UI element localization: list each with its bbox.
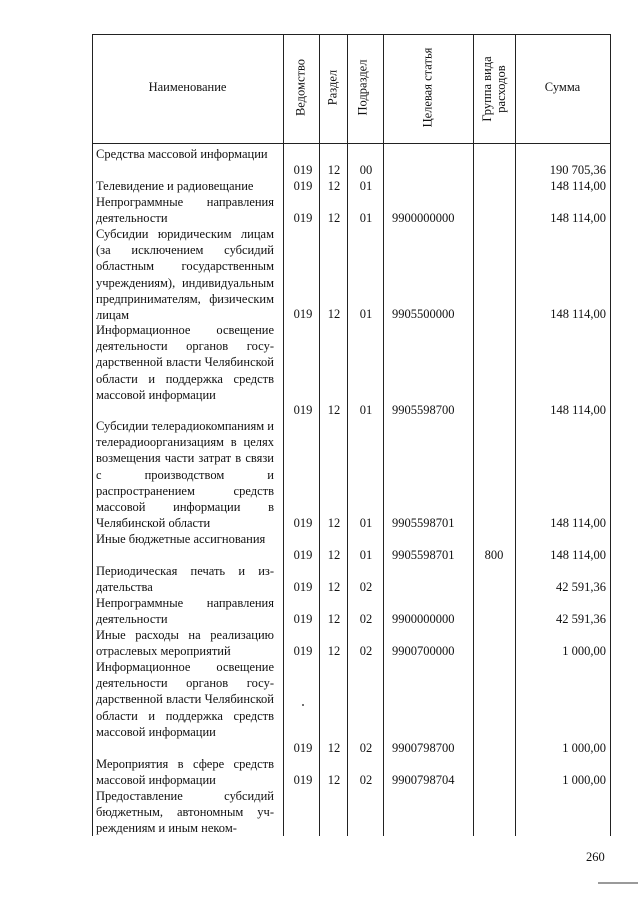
row-section: 12 [327, 773, 341, 787]
row-name: Непрограммные направления деятельности [96, 195, 274, 226]
row-name: Информационное освещение деятельности органов государственной власти Челябинской области и поддержка средств массовой информации [96, 323, 274, 402]
row-section: 12 [327, 741, 341, 755]
row-department: 019 [293, 403, 313, 417]
header-amount: Сумма [544, 80, 581, 94]
row-name: Непрограммные направления деятельности [96, 596, 274, 627]
row-target-article: 9900000000 [392, 211, 455, 225]
row-subsection: 01 [359, 516, 373, 530]
header-target-article: Целевая статья [420, 47, 435, 128]
col-divider-section [319, 34, 320, 836]
row-section: 12 [327, 307, 341, 321]
row-department: 019 [293, 163, 313, 177]
page-number: 260 [586, 850, 605, 864]
row-target-article: 9900798700 [392, 741, 455, 755]
row-section: 12 [327, 163, 341, 177]
row-section: 12 [327, 612, 341, 626]
header-expense-group-line2: расходов [494, 65, 508, 113]
row-name: Иные бюджетные ассигнования [96, 532, 266, 546]
row-name: Субсидии телерадиокомпаниям и телерадиоорганизациям в целях возмещения части затрат в связи с производством и распространением средств массовой информации в Челябинской области [96, 419, 274, 531]
table-right-border [610, 34, 611, 836]
table-top-border [92, 34, 611, 35]
row-subsection: 01 [359, 179, 373, 193]
row-name: Телевидение и радиовещание [96, 179, 254, 193]
row-subsection: 01 [359, 211, 373, 225]
row-target-article: 9905598701 [392, 548, 455, 562]
row-department: 019 [293, 741, 313, 755]
row-amount: 148 114,00 [550, 211, 606, 225]
row-target-article: 9905598700 [392, 403, 455, 417]
row-department: 019 [293, 516, 313, 530]
row-expense-group: 800 [484, 548, 504, 562]
row-amount: 1 000,00 [562, 773, 606, 787]
row-subsection: 02 [359, 612, 373, 626]
header-department: Ведомство [293, 58, 308, 117]
col-divider-target [383, 34, 384, 836]
header-section: Раздел [325, 69, 340, 106]
row-section: 12 [327, 580, 341, 594]
row-department: 019 [293, 307, 313, 321]
row-target-article: 9905598701 [392, 516, 455, 530]
row-amount: 1 000,00 [562, 741, 606, 755]
row-subsection: 00 [359, 163, 373, 177]
header-expense-group [480, 39, 508, 139]
row-subsection: 02 [359, 741, 373, 755]
row-section: 12 [327, 548, 341, 562]
row-subsection: 02 [359, 644, 373, 658]
row-amount: 190 705,36 [549, 163, 606, 177]
row-name: Предоставление субсидий бюджетным, автономным учреждениям и иным неком- [96, 789, 274, 836]
col-divider-group [473, 34, 474, 836]
row-section: 12 [327, 211, 341, 225]
row-name: Мероприятия в сфере средств массовой информации [96, 757, 274, 788]
row-name: Информационное освещение деятельности органов государственной власти Челябинской области и поддержка средств массовой информации [96, 660, 274, 739]
row-section: 12 [327, 644, 341, 658]
row-subsection: 01 [359, 307, 373, 321]
row-amount: 148 114,00 [550, 516, 606, 530]
row-name: Субсидии юридическим лицам (за исключением субсидий областным государственным учреждениям), индивидуальным предпринимателям, физическим лицам [96, 227, 274, 323]
row-amount: 42 591,36 [556, 612, 606, 626]
col-divider-department [283, 34, 284, 836]
row-department: 019 [293, 773, 313, 787]
header-subsection: Подраздел [355, 59, 370, 116]
table-left-border [92, 34, 93, 836]
row-amount: 148 114,00 [550, 548, 606, 562]
row-department: 019 [293, 580, 313, 594]
row-department: 019 [293, 211, 313, 225]
row-department: 019 [293, 179, 313, 193]
header-bottom-border [92, 143, 611, 144]
header-expense-group-line1: Группа вида [480, 56, 494, 122]
row-department: 019 [293, 612, 313, 626]
header-name: Наименование [148, 80, 227, 94]
row-amount: 148 114,00 [550, 307, 606, 321]
row-subsection: 01 [359, 548, 373, 562]
row-subsection: 01 [359, 403, 373, 417]
row-subsection: 02 [359, 773, 373, 787]
row-department: 019 [293, 644, 313, 658]
row-subsection: 02 [359, 580, 373, 594]
scan-speck [302, 704, 304, 706]
row-section: 12 [327, 516, 341, 530]
row-target-article: 9900000000 [392, 612, 455, 626]
row-amount: 148 114,00 [550, 403, 606, 417]
row-section: 12 [327, 403, 341, 417]
row-amount: 1 000,00 [562, 644, 606, 658]
row-target-article: 9900700000 [392, 644, 455, 658]
row-department: 019 [293, 548, 313, 562]
scan-edge-mark [598, 882, 638, 884]
row-target-article: 9900798704 [392, 773, 455, 787]
row-name: Средства массовой информации [96, 147, 268, 161]
row-name: Иные расходы на реализацию отраслевых мероприятий [96, 628, 274, 659]
row-amount: 148 114,00 [550, 179, 606, 193]
row-name: Периодическая печать и издательства [96, 564, 274, 595]
row-amount: 42 591,36 [556, 580, 606, 594]
row-target-article: 9905500000 [392, 307, 455, 321]
row-section: 12 [327, 179, 341, 193]
col-divider-amount [515, 34, 516, 836]
col-divider-subsection [347, 34, 348, 836]
